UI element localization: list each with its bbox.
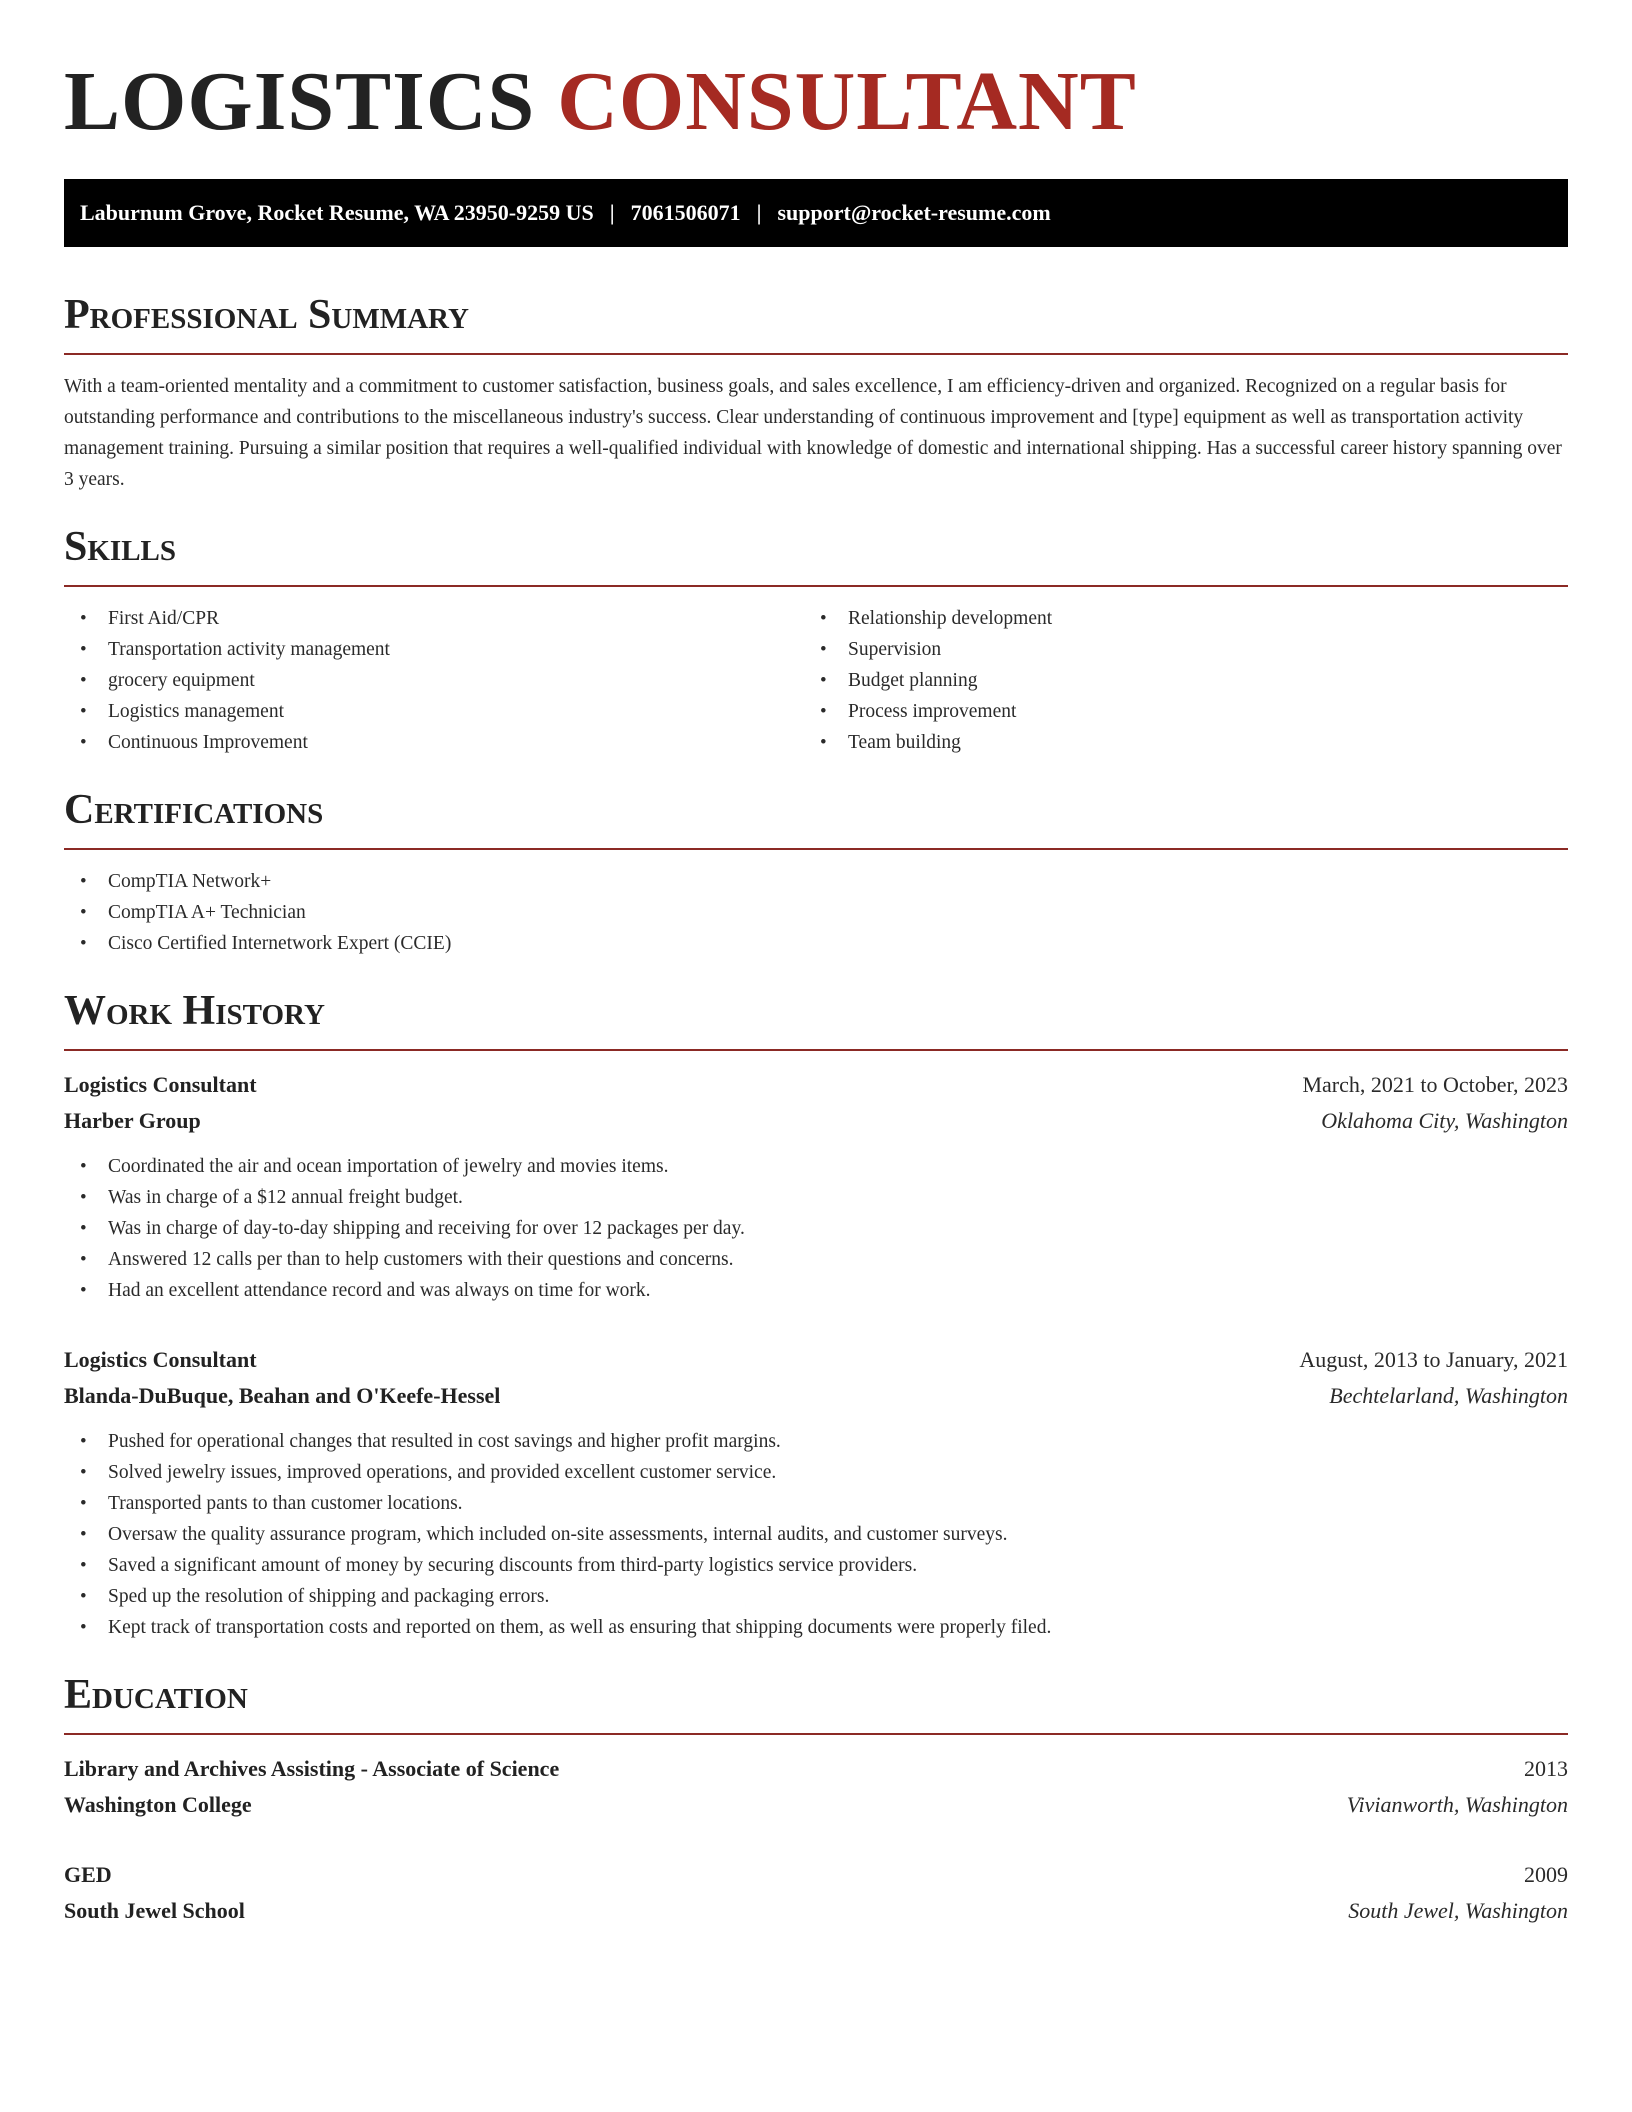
education-year: 2009 — [1524, 1862, 1568, 1887]
job-duty: • Was in charge of a $12 annual freight budget. — [64, 1182, 1568, 1213]
contact-bar — [64, 179, 1568, 247]
education-degree: Library and Archives Assisting - Associate of Science — [64, 1756, 560, 1781]
job-duty: • Pushed for operational changes that resulted in cost savings and higher profit margins. — [64, 1426, 1568, 1457]
skill-item: • Logistics management — [64, 696, 804, 727]
education-school-row — [64, 1787, 1568, 1823]
work-history-section — [64, 983, 1568, 1643]
resume-name — [64, 52, 1568, 152]
certification-item: • CompTIA Network+ — [64, 866, 1568, 897]
job-company: Blanda-DuBuque, Beahan and O'Keefe-Hessel — [64, 1383, 501, 1408]
job-duty: • Coordinated the air and ocean importation of jewelry and movies items. — [64, 1151, 1568, 1182]
job-title: Logistics Consultant — [64, 1072, 257, 1097]
skills-column-left — [64, 587, 804, 758]
education-section — [64, 1667, 1568, 1929]
section-divider — [64, 1733, 1568, 1735]
certification-item: • CompTIA A+ Technician — [64, 897, 1568, 928]
education-school: South Jewel School — [64, 1898, 245, 1923]
summary-section — [64, 287, 1568, 495]
education-entry — [64, 1857, 1568, 1929]
skill-item: • Transportation activity management — [64, 634, 804, 665]
job-duty: • Transported pants to than customer locations. — [64, 1488, 1568, 1519]
skill-item: • Continuous Improvement — [64, 727, 804, 758]
work-history-heading: Work History — [64, 988, 325, 1034]
contact-address: Laburnum Grove, Rocket Resume, WA 23950-9259 US — [80, 200, 594, 225]
skills-heading: Skills — [64, 524, 177, 570]
contact-email: support@rocket-resume.com — [777, 200, 1051, 225]
job-duties-list — [64, 1426, 1568, 1643]
skill-item: • Budget planning — [804, 665, 1544, 696]
certifications-heading: Certifications — [64, 787, 324, 833]
job-header-row — [64, 1067, 1568, 1103]
job-company-row — [64, 1378, 1568, 1414]
job-location: Bechtelarland, Washington — [1329, 1383, 1568, 1408]
job-location: Oklahoma City, Washington — [1321, 1108, 1568, 1133]
skills-column-right — [804, 587, 1544, 758]
skill-item: • Supervision — [804, 634, 1544, 665]
summary-heading: Professional Summary — [64, 292, 469, 338]
skill-item: • Relationship development — [804, 603, 1544, 634]
job-entry — [64, 1342, 1568, 1643]
job-header-row — [64, 1342, 1568, 1378]
education-school: Washington College — [64, 1792, 252, 1817]
skills-list-right — [804, 603, 1544, 758]
job-duty: • Oversaw the quality assurance program, which included on-site assessments, internal audits, and customer surveys. — [64, 1519, 1568, 1550]
section-divider — [64, 848, 1568, 850]
education-degree-row — [64, 1751, 1568, 1787]
skills-list-left — [64, 603, 804, 758]
skill-item: • Process improvement — [804, 696, 1544, 727]
summary-text: With a team-oriented mentality and a commitment to customer satisfaction, business goals, and sales excellence, I am efficiency-driven and organized. Recognized on a regular basis for outstanding performance and contributions to the miscellaneous industry's success. Clear understanding of continuous improvement and [type] equipment as well as transportation activity management training. Pursuing a similar position that requires a well-qualified individual with knowledge of domestic and international shipping. Has a successful career history spanning over 3 years. — [64, 376, 1562, 490]
contact-separator: | — [609, 200, 615, 225]
job-dates: March, 2021 to October, 2023 — [1302, 1072, 1568, 1097]
name-last: CONSULTANT — [557, 55, 1137, 148]
certification-item: • Cisco Certified Internetwork Expert (CCIE) — [64, 928, 1568, 959]
job-company: Harber Group — [64, 1108, 201, 1133]
certifications-list — [64, 866, 1568, 959]
job-title: Logistics Consultant — [64, 1347, 257, 1372]
job-dates: August, 2013 to January, 2021 — [1299, 1347, 1568, 1372]
education-entry — [64, 1751, 1568, 1823]
contact-separator: | — [756, 200, 762, 225]
job-duty: • Answered 12 calls per than to help customers with their questions and concerns. — [64, 1244, 1568, 1275]
skills-columns — [64, 587, 1568, 758]
education-school-row — [64, 1893, 1568, 1929]
education-year: 2013 — [1524, 1756, 1568, 1781]
job-duty: • Was in charge of day-to-day shipping and receiving for over 12 packages per day. — [64, 1213, 1568, 1244]
skill-item: • First Aid/CPR — [64, 603, 804, 634]
section-divider — [64, 353, 1568, 355]
education-location: Vivianworth, Washington — [1346, 1792, 1568, 1817]
skill-item: • grocery equipment — [64, 665, 804, 696]
education-degree: GED — [64, 1862, 112, 1887]
job-company-row — [64, 1103, 1568, 1139]
education-location: South Jewel, Washington — [1348, 1898, 1568, 1923]
job-duty: • Sped up the resolution of shipping and packaging errors. — [64, 1581, 1568, 1612]
job-duty: • Saved a significant amount of money by securing discounts from third-party logistics service providers. — [64, 1550, 1568, 1581]
job-duty: • Kept track of transportation costs and reported on them, as well as ensuring that shipping documents were properly filed. — [64, 1612, 1568, 1643]
skills-section — [64, 519, 1568, 758]
education-degree-row — [64, 1857, 1568, 1893]
education-heading: Education — [64, 1672, 248, 1718]
job-duties-list — [64, 1151, 1568, 1306]
contact-phone: 7061506071 — [630, 200, 741, 225]
job-entry — [64, 1067, 1568, 1306]
job-duty: • Had an excellent attendance record and was always on time for work. — [64, 1275, 1568, 1306]
name-first: LOGISTICS — [64, 55, 536, 148]
section-divider — [64, 1049, 1568, 1051]
job-duty: • Solved jewelry issues, improved operations, and provided excellent customer service. — [64, 1457, 1568, 1488]
skill-item: • Team building — [804, 727, 1544, 758]
certifications-section — [64, 782, 1568, 959]
